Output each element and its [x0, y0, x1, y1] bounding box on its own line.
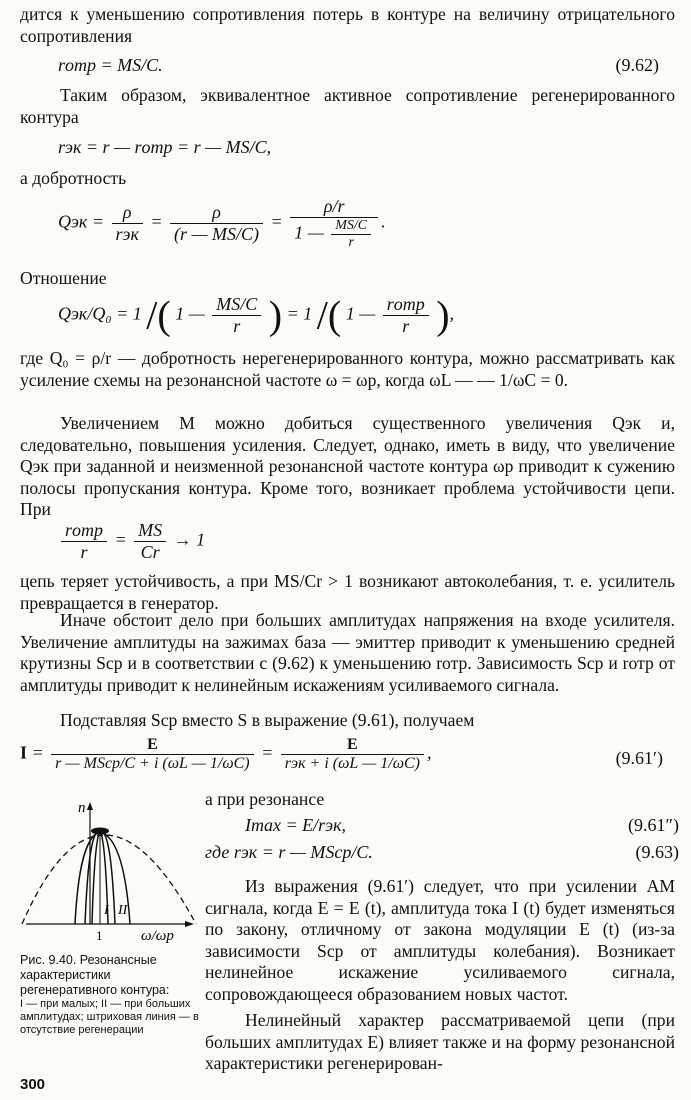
- paragraph-11: Из выражения (9.61′) следует, что при усилении АМ сигнала, когда E = E (t), амплитуда тока I (t) будет изменяться по закону, отличному от закона модуляции E (t) (из-за зависимости Sср от амплитуды колебания). Возникает нелинейное искажение усиливаемого сигнала, сопровождающееся образованием новых частот.: [205, 876, 675, 1004]
- tick-label-1: 1: [96, 928, 103, 943]
- equation-9-63: где rэк = r — MSср/C. (9.63): [205, 842, 679, 862]
- paragraph-7: цепь теряет устойчивость, а при MS/Cr > 1 возникают автоколебания, т. е. усилитель превращается в генератор.: [20, 571, 675, 613]
- caption-detail: I — при малых; II — при больших амплитудах; штриховая линия — в отсутствие регенерации: [20, 998, 199, 1036]
- paragraph-3: а добротность: [20, 168, 127, 188]
- equation-stability: $\frac{\text{rотр}}{r}$ = $\frac{MS}{Cr}$ → 1: [58, 520, 205, 563]
- x-axis-arrow: [185, 921, 194, 927]
- equation-number: (9.62): [615, 55, 659, 75]
- paragraph-4: Отношение: [20, 268, 107, 288]
- fraction: $\frac{E}{\text{rэк + i (ωL — 1/ωC)}}$: [281, 736, 424, 773]
- paragraph-1: дится к уменьшению сопротивления потерь в контуре на величину отрицательного сопротивления: [20, 4, 675, 46]
- curve-label-I: I: [104, 903, 109, 918]
- paragraph-10: а при резонансе: [205, 789, 325, 809]
- paragraph-5: где Q₀ = ρ/r — добротность нерегенерированного контура, можно рассматривать как усиление схемы на резонансной частоте ω = ωр, когда ωL — — 1/ωC = 0.: [20, 348, 675, 390]
- fraction: ρ/r 1 — $\frac{MS/C}{r}$: [290, 196, 378, 251]
- equation-9-62: rотр = MS/C. (9.62): [58, 55, 659, 75]
- figure-caption: [20, 953, 200, 1037]
- curve-label-II: II: [118, 903, 128, 918]
- equation-number: (9.61″): [628, 815, 679, 835]
- fraction: $\frac{\rho}{\text{rэк}}$: [112, 202, 143, 245]
- page-number: 300: [20, 1076, 46, 1093]
- paragraph-8: Иначе обстоит дело при больших амплитудах напряжения на входе усилителя. Увеличение амплитуды на зажимах база — эмиттер приводит к уменьшению средней крутизны Sср и в соответствии с (9.62) к уменьшению rотр. Зависимость Sср и rотр от амплитуды приводит к нелинейным искажениям усиливаемого сигнала.: [20, 610, 675, 695]
- equation-9-61-double-prime: Imax = E/rэк, (9.61″): [245, 815, 679, 835]
- paragraph-9: Подставляя Sср вместо S в выражение (9.61), получаем: [60, 710, 475, 730]
- equation-number: (9.61′): [615, 748, 663, 768]
- resonance-figure: [18, 796, 208, 946]
- equation-9-61-prime: I = $\frac{E}{\text{r — MSср/C + i (ωL — 1/ωC)}}$ = $\frac{E}{\text{rэк + i (ωL — 1/ωC)}}$ , (9.61′): [20, 736, 663, 772]
- fraction: $\frac{MS/C}{r}$: [331, 218, 371, 251]
- peak-point: [91, 828, 109, 835]
- x-axis-label: ω/ωр: [141, 928, 174, 944]
- fraction: $\frac{\text{rотр}}{r}$: [61, 520, 107, 563]
- paragraph-12: Нелинейный характер рассматриваемой цепи (при больших амплитудах E) влияет также и на форму резонансной характеристики регенерирован-: [205, 1010, 675, 1074]
- fraction: $\frac{\text{rотр}}{r}$: [383, 294, 429, 337]
- caption-main: Рис. 9.40. Резонансные характеристики регенеративного контура:: [20, 953, 170, 997]
- equation-q-ek: Qэк = $\frac{\rho}{\text{rэк}}$ = $\frac{\rho}{(r — MS/C)}$ = ρ/r 1 — $\frac{MS/C}{r}$ .: [58, 196, 386, 250]
- y-axis-label: n: [78, 800, 86, 816]
- paragraph-2: Таким образом, эквивалентное активное сопротивление регенерированного контура: [20, 85, 675, 127]
- paragraph-6: Увеличением M можно добиться существенного увеличения Qэк и, следовательно, повышения усиления. Следует, однако, иметь в виду, что увеличение Qэк при заданной и неизменной резонансной частоте контура ωр приводит к сужению полосы пропускания контура. Кроме того, возникает проблема устойчивости цепи. При: [20, 413, 675, 520]
- fraction: $\frac{E}{\text{r — MSср/C + i (ωL — 1/ωC)}}$: [51, 736, 253, 773]
- y-axis-arrow: [87, 802, 93, 810]
- fraction: $\frac{\rho}{(r — MS/C)}$: [170, 202, 263, 245]
- equation-r-ek: rэк = r — rотр = r — MS/C,: [58, 137, 272, 157]
- fraction: $\frac{MS}{Cr}$: [134, 520, 166, 563]
- equation-q-ratio: Qэк/Q₀ = 1 /( 1 — $\frac{MS/C}{r}$ ) = 1 /( 1 — $\frac{\text{rотр}}{r}$ ),: [58, 292, 455, 338]
- fraction: $\frac{MS/C}{r}$: [212, 294, 261, 337]
- equation-number: (9.63): [635, 842, 679, 862]
